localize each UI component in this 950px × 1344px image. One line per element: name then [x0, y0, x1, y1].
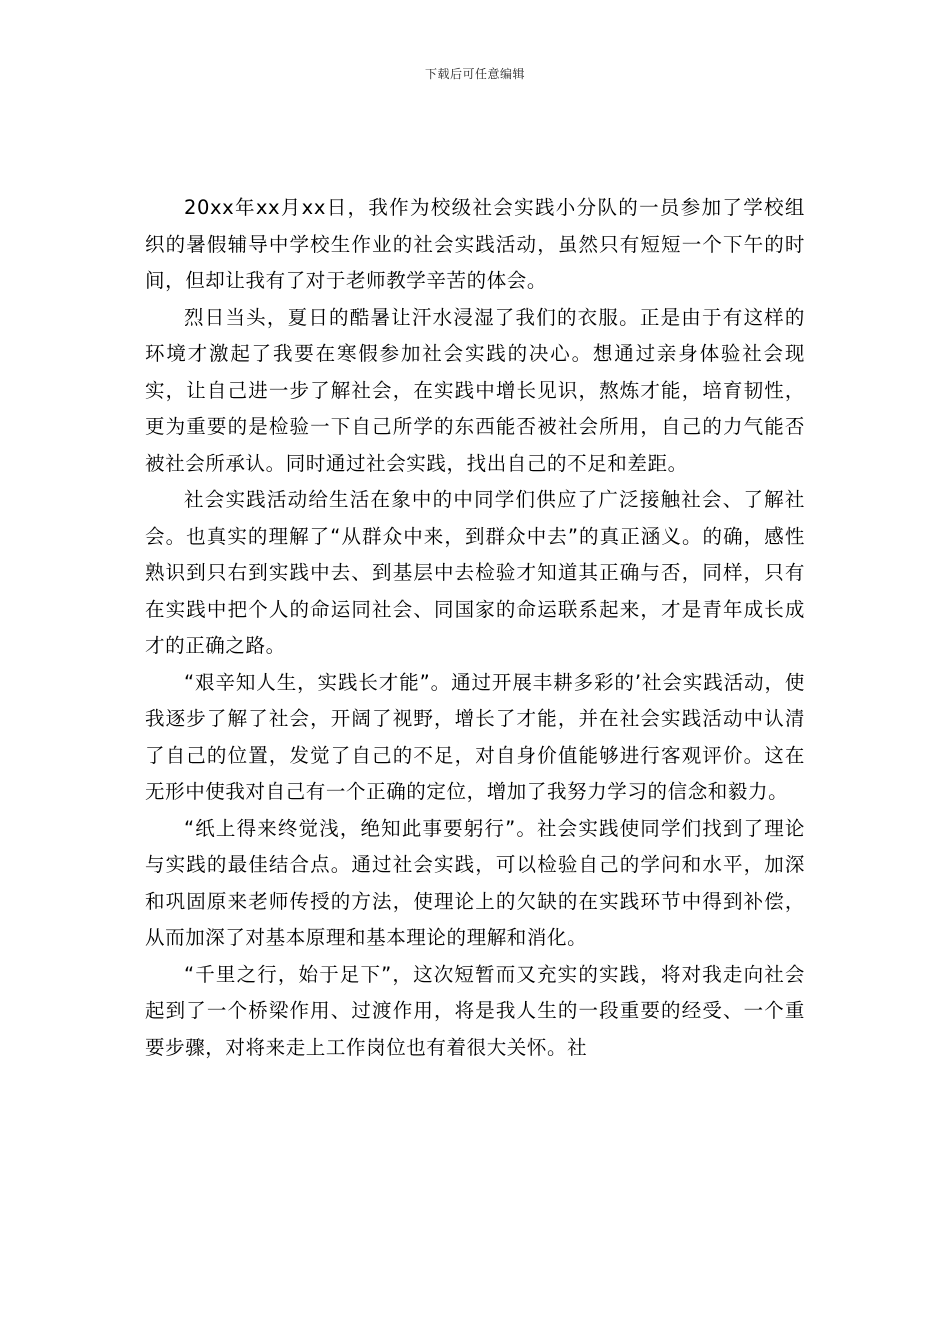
paragraph-3: 社会实践活动给生活在象中的中同学们供应了广泛接触社会、了解社会。也真实的理解了“从群众中来，到群众中去”的真正涵义。的确，感性熟识到只右到实践中去、到基层中去检验才知道其正确与否，同样，只有在实践中把个人的命运同社会、同国家的命运联系起来，才是青年成长成才的正确之路。: [145, 488, 805, 657]
paragraph-4: “艰辛知人生，实践长才能”。通过开展丰耕多彩的’社会实践活动，使我逐步了解了社会，开阔了视野，增长了才能，并在社会实践活动中认清了自己的位置，发觉了自己的不足，对自身价值能够进行客观评价。这在无形中使我对自己有一个正确的定位，增加了我努力学习的信念和毅力。: [145, 670, 805, 803]
paragraph-5: “纸上得来终觉浅，绝知此事要躬行”。社会实践使同学们找到了理论与实践的最佳结合点。通过社会实践，可以检验自己的学问和水平，加深和巩固原来老师传授的方法，使理论上的欠缺的在实践环节中得到补偿，从而加深了对基本原理和基本理论的理解和消化。: [145, 816, 805, 949]
paragraph-1: 20xx年xx月xx日，我作为校级社会实践小分队的一员参加了学校组织的暑假辅导中学校生作业的社会实践活动，虽然只有短短一个下午的时间，但却让我有了对于老师教学辛苦的体会。: [145, 196, 805, 292]
document-body: [145, 190, 805, 1066]
paragraph-2: 烈日当头，夏日的酷暑让汗水浸湿了我们的衣服。正是由于有这样的环境才激起了我要在寒假参加社会实践的决心。想通过亲身体验社会现实，让自己进一步了解社会，在实践中增长见识，熬炼才能，培育韧性，更为重要的是检验一下自己所学的东西能否被社会所用，自己的力气能否被社会所承认。同时通过社会实践，找出自己的不足和差距。: [145, 305, 805, 475]
page-header: 下载后可任意编辑: [424, 67, 525, 81]
paragraph-6: “千里之行，始于足下”，这次短暂而又充实的实践，将对我走向社会起到了一个桥梁作用、过渡作用，将是我人生的一段重要的经受、一个重要步骤，对将来走上工作岗位也有着很大关怀。社: [145, 962, 805, 1059]
